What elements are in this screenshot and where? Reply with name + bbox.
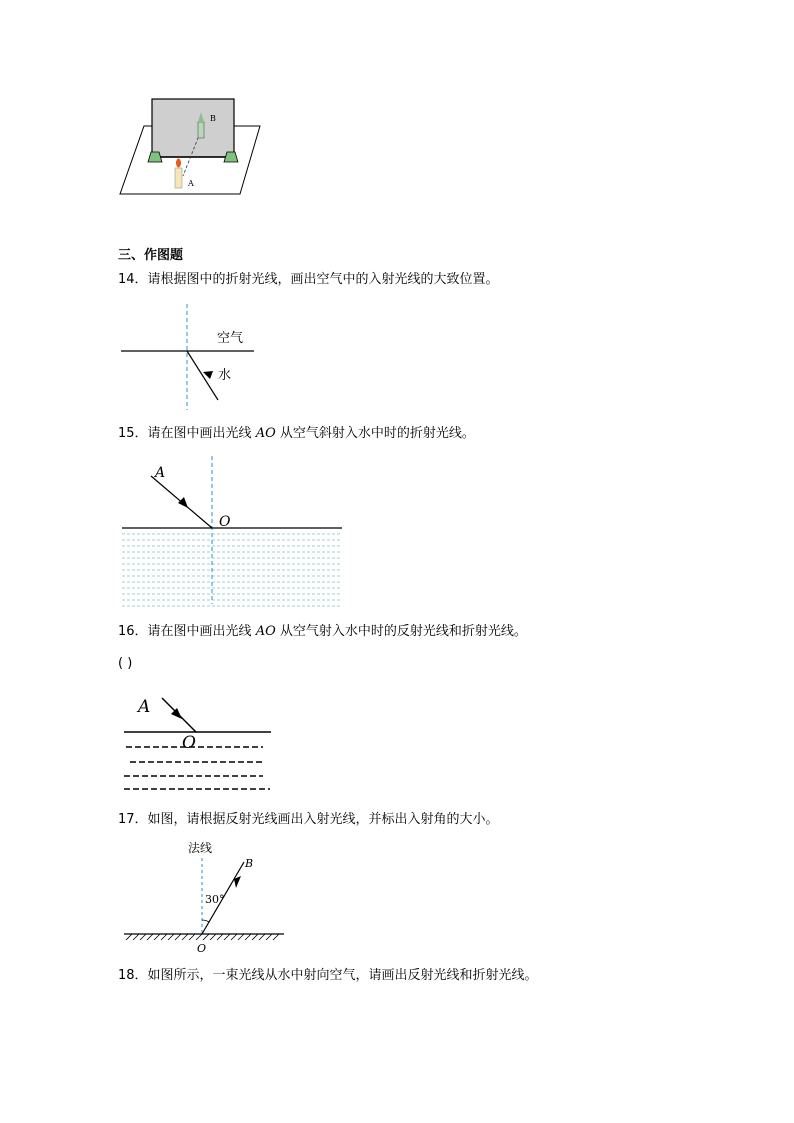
- question-18: 18．如图所示，一束光线从水中射向空气，请画出反射光线和折射光线。: [118, 968, 538, 983]
- q17-angle-label: 30°: [205, 893, 225, 906]
- q17-figure: [118, 836, 288, 956]
- q15-figure: [118, 454, 348, 610]
- q16-figure: [118, 684, 274, 794]
- fig13-label-a: A: [188, 179, 194, 188]
- q15-label-o: O: [219, 514, 231, 530]
- q16-answer-blank: ( ): [118, 656, 133, 671]
- section-heading: 三、作图题: [118, 248, 184, 263]
- q16-label-a: A: [138, 697, 151, 717]
- q16-text-before: 16．请在图中画出光线: [118, 624, 256, 639]
- question-15: [118, 426, 475, 442]
- q15-text-after: 从空气斜射入水中时的折射光线。: [275, 426, 475, 441]
- q17-label-o: O: [197, 942, 207, 955]
- q15-ray-name: AO: [255, 426, 276, 441]
- q14-water-label: 水: [218, 368, 232, 383]
- q14-figure: [118, 302, 258, 412]
- q15-label-a: A: [155, 465, 166, 481]
- question-16: [118, 624, 527, 640]
- mirror-candle-figure: [118, 96, 268, 200]
- q16-label-o: O: [182, 733, 196, 753]
- q17-normal-label: 法线: [188, 841, 213, 855]
- question-17: 17．如图，请根据反射光线画出入射光线，并标出入射角的大小。: [118, 812, 499, 827]
- question-14: 14．请根据图中的折射光线，画出空气中的入射光线的大致位置。: [118, 272, 499, 287]
- q14-air-label: 空气: [217, 331, 244, 346]
- q16-text-after: 从空气射入水中时的反射光线和折射光线。: [275, 624, 527, 639]
- q15-text-before: 15．请在图中画出光线: [118, 426, 256, 441]
- fig13-label-b: B: [210, 114, 216, 123]
- q16-ray-name: AO: [255, 624, 276, 639]
- q17-label-b: B: [245, 857, 254, 870]
